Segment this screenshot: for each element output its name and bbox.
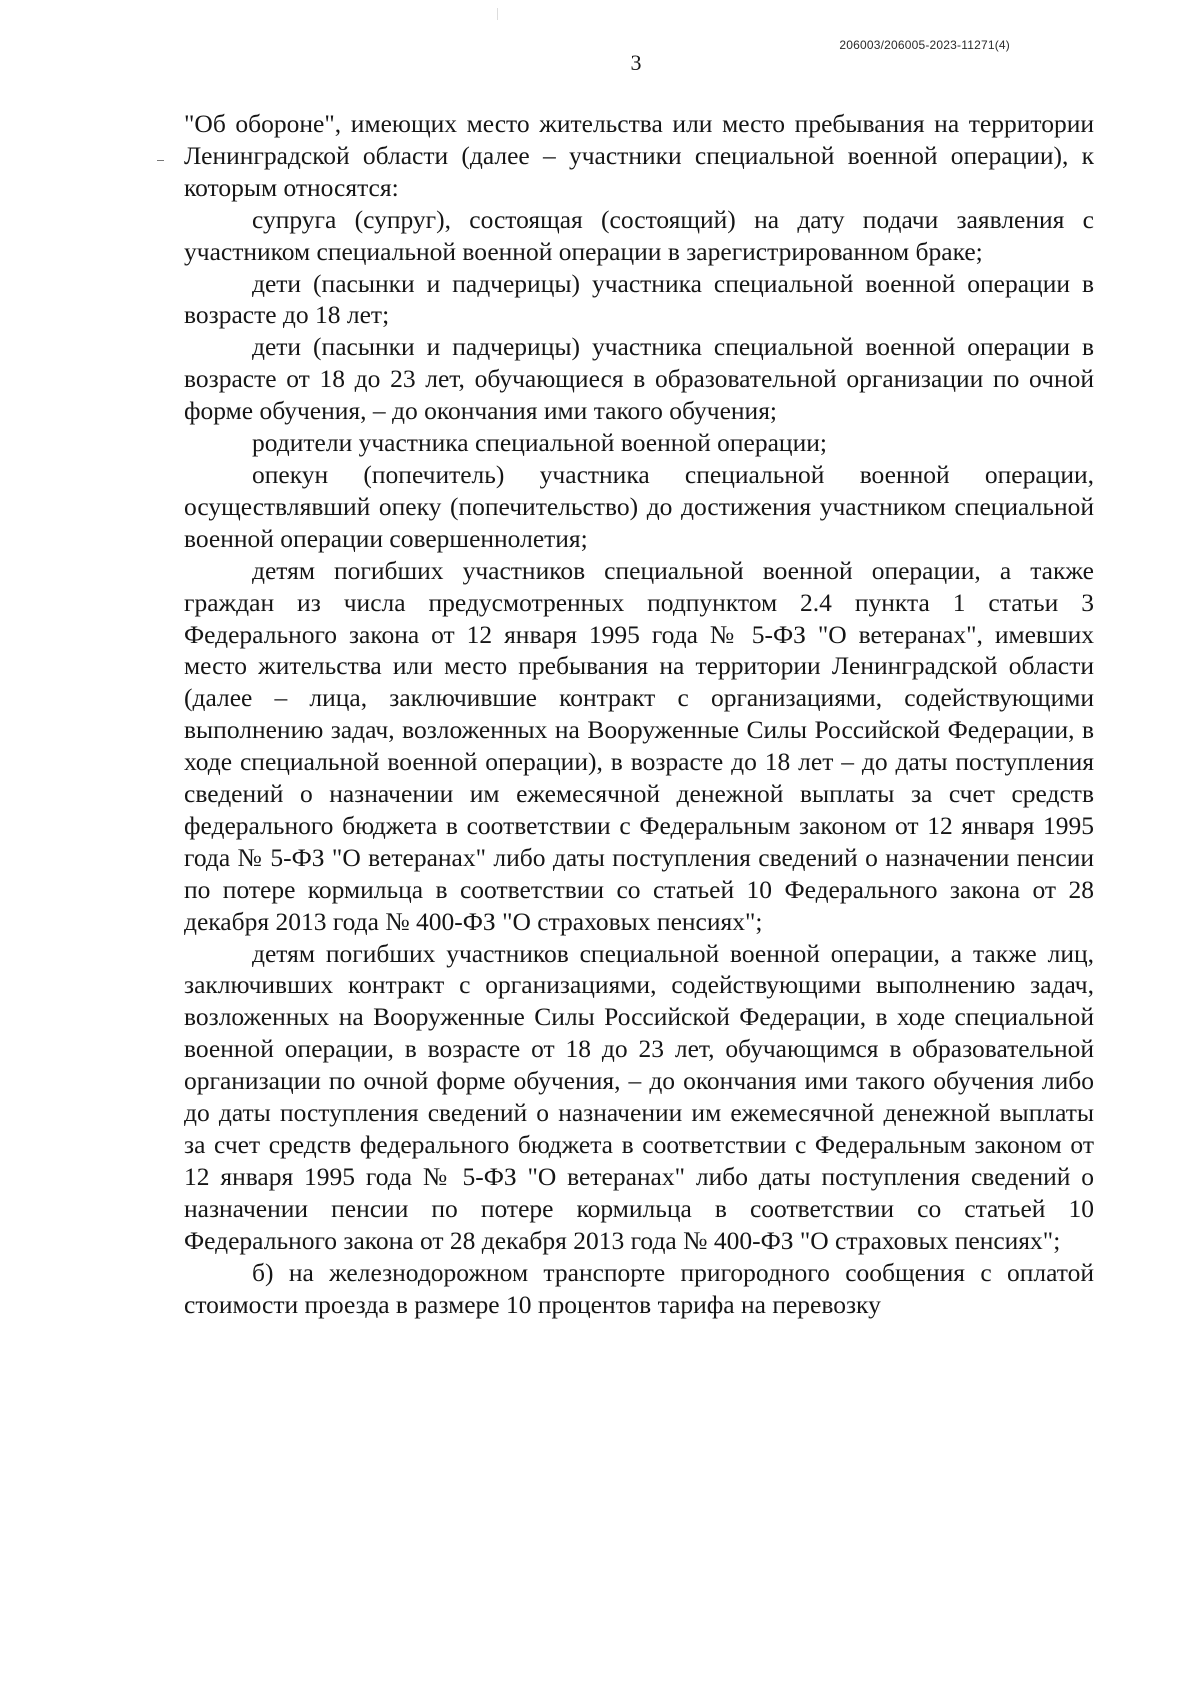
paragraph-spouse: супруга (супруг), состоящая (состоящий) на дату подачи заявления с участником специальной военной операции в зарегистрированном браке; xyxy=(184,204,1094,266)
paragraph-children-of-fallen-18-23: детям погибших участников специальной военной операции, а также лиц, заключивших контракт с организациями, содействующими выполнению задач, возложенных на Вооруженные Силы Российской Федерации, в ходе специальной военной операции, в возрасте от 18 до 23 лет, обучающимся в образовательной организации по очной форме обучения, – до окончания ими такого обучения либо до даты поступления сведений о назначении им ежемесячной денежной выплаты за счет средств федерального бюджета в соответствии с Федеральным законом от 12 января 1995 года № 5-ФЗ "О ветеранах" либо даты поступления сведений о назначении пенсии по потере кормильца в соответствии со статьей 10 Федерального закона от 28 декабря 2013 года № 400-ФЗ "О страховых пенсиях"; xyxy=(184,938,1094,1255)
margin-mark xyxy=(157,160,164,161)
paragraph-railway-transport: б) на железнодорожном транспорте пригородного сообщения с оплатой стоимости проезда в размере 10 процентов тарифа на перевозку xyxy=(184,1257,1094,1319)
document-reference-number: 206003/206005-2023-11271(4) xyxy=(839,38,1010,52)
paragraph-children-of-fallen-under-18: детям погибших участников специальной военной операции, а также граждан из числа предусмотренных подпунктом 2.4 пункта 1 статьи 3 Федерального закона от 12 января 1995 года № 5-ФЗ "О ветеранах", имевших место жительства или место пребывания на территории Ленинградской области (далее – лица, заключившие контракт с организациями, содействующими выполнению задач, возложенных на Вооруженные Силы Российской Федерации, в ходе специальной военной операции), в возрасте до 18 лет – до даты поступления сведений о назначении им ежемесячной денежной выплаты за счет средств федерального бюджета в соответствии с Федеральным законом от 12 января 1995 года № 5-ФЗ "О ветеранах" либо даты поступления сведений о назначении пенсии по потере кормильца в соответствии со статьей 10 Федерального закона от 28 декабря 2013 года № 400-ФЗ "О страховых пенсиях"; xyxy=(184,555,1094,936)
paragraph-children-under-18: дети (пасынки и падчерицы) участника специальной военной операции в возрасте до 18 лет; xyxy=(184,268,1094,330)
page-number: 3 xyxy=(630,50,642,75)
paragraph-children-18-23: дети (пасынки и падчерицы) участника специальной военной операции в возрасте от 18 до 23 лет, обучающиеся в образовательной организации по очной форме обучения, – до окончания ими такого обучения; xyxy=(184,332,1094,426)
paragraph-guardian: опекун (попечитель) участника специальной военной операции, осуществлявший опеку (попечительство) до достижения участником специальной военной операции совершеннолетия; xyxy=(184,459,1094,553)
paragraph-parents: родители участника специальной военной операции; xyxy=(252,428,827,458)
scan-artifact xyxy=(497,8,498,20)
document-body xyxy=(184,108,1094,1320)
paragraph-continuation: "Об обороне", имеющих место жительства или место пребывания на территории Ленинградской области (далее – участники специальной военной операции), к которым относятся: xyxy=(184,109,1094,202)
